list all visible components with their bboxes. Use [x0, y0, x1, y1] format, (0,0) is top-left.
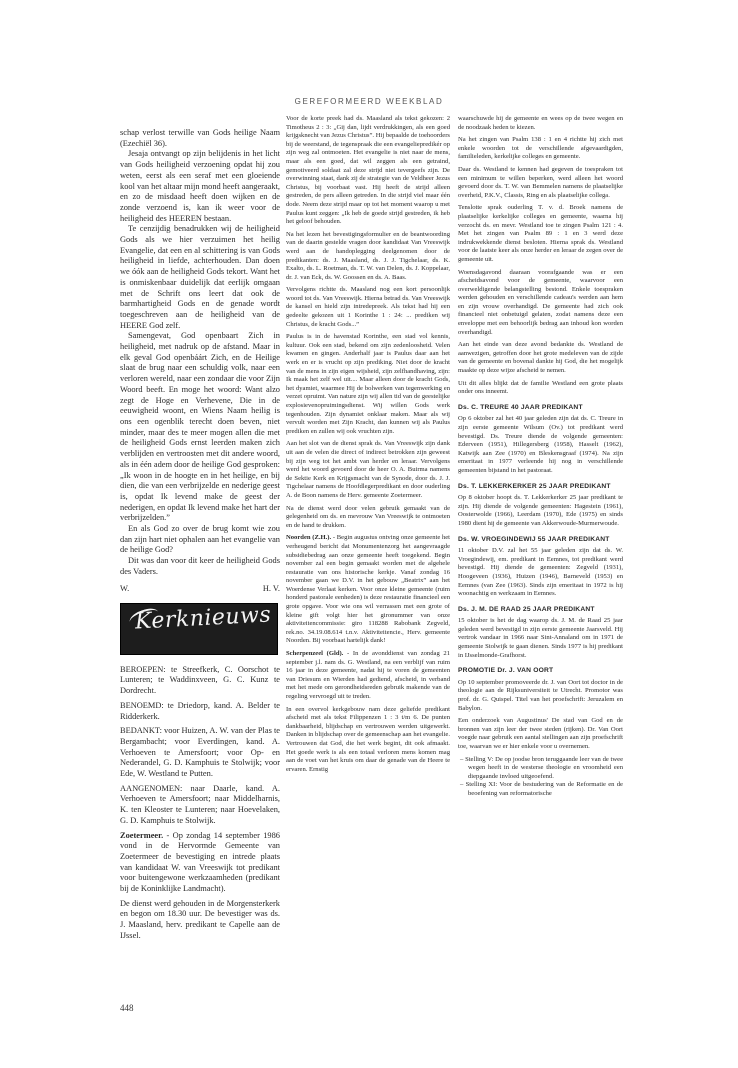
section-heading: Ds. W. VROEGINDEWIJ 55 JAAR PREDIKANT — [458, 535, 610, 543]
paragraph: Na het lezen het bevestigingsformulier en de beantwoording van de daarin gestelde vragen door kandidaat Van Vreeswijk werd aan de handoplegging deelgenomen door de predikanten: ds. J. Maasland, ds. J. J. Tigchelaar, ds. K. Exalto, ds. L. Roetman, ds. T. W. van Delen, ds. J. Koppelaar, dr. J. van Eck, ds. W. Goossen en ds. A. Baas. — [286, 230, 450, 281]
news-lead: Zoetermeer. — [120, 830, 164, 840]
running-header: GEREFORMEERD WEEKBLAD — [294, 97, 444, 106]
stellingen-list — [458, 756, 623, 799]
news-text: - Begin augustus ontving onze gemeente het verheugend bericht dat Monumentenzorg het aangevraagde subsidiebedrag aan onze gemeente heeft toegekend. Begin november zal een begin gemaakt worden met de algehele restauratie van ons historische kerkje. Vanaf zondag 16 november gaan we D.V. in het gebouw „Beatrix” aan het Woerdense Verlaat kerken. Voor onze kleine gemeente (ruim honderd pastorale eenheden) is deze restauratie financieel een grote opgave. Voor wie ons wil verrassen met een grote of kleine gift volgt hier het gironummer van onze aktiviteitencommissie: giro 118288 Rabobank Zegveld, rek.no. 34.19.08.614 t.n.v. Aktiviteitencie., Herv. gemeente Noorden. Bij voorbaat hartelijk dank! — [286, 534, 451, 645]
notice: BEDANKT: voor Huizen, A. W. van der Plas te Bergambacht; voor Everdingen, kand. A. Verhoeven te Amersfoort; voor Op- en Nederandel, G. D. Kamphuis te Stolwijk; voor Ede, W. Westland te Putten. — [120, 726, 280, 779]
news-item-zoetermeer — [120, 831, 280, 895]
news-lead: Scherpenzeel (Gld). — [286, 650, 344, 658]
news-item-noorden — [286, 534, 450, 646]
section-heading: PROMOTIE Dr. J. VAN OORT — [458, 667, 554, 675]
news-item-scherpenzeel — [286, 650, 450, 702]
paragraph: Samengevat, God openbaart Zich in heiligheid, met nadruk op de afstand. Maar in elk geval God openbáárt Zich, en de Heilige slaat de brug naar een schuldig volk, naar een verloren wereld, naar een zondaar die voor Zijn Woord beeft. En moge het woord: Want alzo zegt de Hoge en Verhevene, Die in de eeuwigheid woont, en Wiens Naam heilig is ons een ogenblik terecht doen beven, niet minder, maar des te meer mogen allen die met de heiligheid Gods ernst leerden maken zich verblijden en vertroosten met dit andere woord, als in één adem door de heilige God gesproken: „Ik woon in de hoogte en in het heilige, en bij dien, die van een verbrijzelde en nederige geest is, opdat Ik levend make de geest der nederigen, en opdat Ik levend make het hart der verbrijzelden.” — [120, 331, 280, 523]
news-text: - In de avonddienst van zondag 21 september j.l. nam ds. G. Westland, na een verblijf van ruim 16 jaar in deze gemeente, nadat hij te voren de gemeenten van Driesum en Wierden had gediend, afscheid, in verband met het mede om gerondheidsreden gebruik makende van de regeling vervroegd uit te treden. — [286, 650, 451, 700]
list-item: – Stelling XI: Voor de bestudering van de Reformatie en de beoefening van reformatorische — [460, 781, 623, 797]
paragraph: Jesaja ontvangt op zijn belijdenis in het licht van Gods heiligheid verzoening opdat hij zou weten, eerst als een seraf met een gloeiende kool van het altaar mijn mond heeft aangeraakt, en zo de misdaad heeft doen wijken en de zonde verzoend is, kan ik weer voor de heiligheid des HEEREN bestaan. — [120, 149, 280, 223]
notice: BEROEPEN: te Streefkerk, C. Oorschot te Lunteren; te Waddinxveen, G. C. Kunz te Dordrecht. — [120, 664, 280, 696]
paragraph: In een overvol kerkgebouw nam deze geliefde predikant afscheid met als tekst Filippenzen 1 : 3 t/m 6. De punten dankbaarheid, blijdschap en vertrouwen werden uitgewerkt. Danken in blijdschap over de gemeenschap aan het evangelie. Vertrouwen dat God, die het werk begint, dit ook afmaakt. Het goede werk is als een totaal verloren mens komen mag aan de voet van het kruis om daar de genade van de Heere te ervaren. Ernstig — [286, 705, 450, 773]
section-heading: Ds. C. TREURE 40 JAAR PREDIKANT — [458, 403, 583, 411]
list-item: – Stelling V: De op joodse bron teruggaande leer van de twee wegen heeft in de westerse theologie en vroomheid een diepgaande invloed uitgeoefend. — [460, 755, 624, 780]
paragraph: Tenslotte sprak ouderling T. v. d. Broek namens de plaatselijke kerkelijke colleges en gemeente, waarna hij verzocht ds. en mevr. Westland toe te zingen Psalm 121 : 4. Met het zingen van Psalm 89 : 1 en 3 werd deze indrukwekkende dienst besloten. Hierna sprak ds. Westland voor de laatste keer als onze herder en leraar de zegen over de gemeente uit. — [458, 204, 623, 263]
column-2 — [286, 115, 450, 778]
section-heading: Ds. T. LEKKERKERKER 25 JAAR PREDIKANT — [458, 482, 611, 490]
page-number: 448 — [120, 1003, 134, 1013]
section-text: 15 oktober is het de dag waarop ds. J. M. de Raad 25 jaar geleden werd bevestigd in zijn eerste gemeente Jaarsveld. Hij vertrok vandaar in 1966 naar Sint-Annaland om in 1971 de gemeente Stolwijk te gaan dienen. Sinds 1977 is hij predikant in IJsselmonde-Grafhorst. — [458, 617, 623, 659]
paragraph: Daar ds. Westland te kennen had gegeven de toespraken tot een minimum te willen beperken, werd alleen het woord gevoerd door ds. T. W. van Bemmelen namens de plaatselijke overheid, P.K.V., Classis, Ring en als plaatselijke collega. — [458, 165, 623, 199]
paragraph: Vervolgens richtte ds. Maasland nog een kort persoonlijk woord tot ds. Van Vreeswijk. Hierna betrad ds. Van Vreeswijk de kansel en hield zijn intredepreek. Als tekst had hij een gedeelte gekozen uit 1 Korinthe 1 : 24: ... prediken wij Christus, de kracht Gods...” — [286, 286, 450, 328]
column-3 — [458, 115, 623, 799]
paragraph: Te cenzijdig benadrukken wij de heiligheid Gods als we hier verzuimen het heilig Evangelie, dat een en al schittering is van Gods heiligheid in liefde, achterhouden. Dan doen we óók aan de heiligheid Gods tekort. Want het is onmiskenbaar duidelijk dat eerlijk omgaan met de Schrift ons leert dat ook de barmhartigheid Gods en de genade wordt toegeschreven aan de heiligheid van de HEERE God zelf. — [120, 224, 280, 330]
news-text: - Op zondag 14 september 1986 vond in de Hervormde Gemeente van Zoetermeer de bevestiging en intrede plaats van kandidaat W. van Vreeswijk tot predikant voor buitengewone werkzaamheden (predikant bij de Koninklijke Landmacht). — [120, 830, 280, 894]
list-item-text: Stelling XI: Voor de bestudering van de Reformatie en de beoefening van reformatorische — [465, 781, 623, 797]
paragraph: Uit dit alles blijkt dat de familie Westland een grote plaats onder ons inneemt. — [458, 379, 623, 396]
paragraph: Een onderzoek van Augustinus' De stad van God en de bronnen van zijn leer der twee steden (rijken). Dr. Van Oort voegde naar gebruik een aantal stellingen aan zijn proefschrift toe, waarvan we er hier enkele voor u overnemen. — [458, 717, 623, 750]
paragraph: De dienst werd gehouden in de Morgensterkerk en begon om 18.30 uur. De bevestiger was ds. J. Maasland, herv. predikant te Capelle aan de IJssel. — [120, 898, 280, 940]
kerknieuws-banner — [120, 603, 278, 655]
list-item-text: Stelling V: De op joodse bron teruggaande leer van de twee wegen heeft in de westerse theologie en vroomheid een diepgaande invloed uitgeoefend. — [465, 755, 624, 780]
paragraph: Paulus is in de havenstad Korinthe, een stad vol kennis, kultuur. Ook een stad, bekend om zijn zedenloosheid. Velen kwamen en gingen. Anderhalf jaar is Paulus daar aan het werk en er is vrucht op zijn prediking. Niet door de kracht van de mens in zijn eigen wijsheid, zijn zelfhandhaving, zijn: Ik maak het zelf wel uit.... Maar alleen door de kracht Gods, het dyamiet, waarmee Hij de bolwerken van tegenwerking en verzet opruimt. Van nature zijn wij allen tid van de geestelijke explosievenopruimingsdienst. Wij willen Gods werk tegenhouden. Zijn dynamiet onklaar maken. Maar als wij vervult worden met Zijn Kracht, dan kunnen wij als Paulus prediken en zullen wij ook vruchten zijn. — [286, 333, 450, 435]
paragraph: Voor de korte preek had ds. Maasland als tekst gekozen: 2 Timotheus 2 : 3: „Gij dan, lijdt verdrukkingen, als een goed krijgsknecht van Jezus Christus”. Hij bepaalde de toehoorders bij de weerstand, de tegenspraak die een evangeliepredikér op zijn weg zal ontmoeten. Het evangelie is niet naar de mens, maar als een goed, dat wil zeggen als een getraind, gemotiveerd soldaat zal deze strijd niet tevergeefs zijn. De overwinning staat, dank zij de strategie van de Veldheer Jezus Christus, bij voorbaat vast. Hij heeft de strijd alleen gestreden, de pers alleen getreden. In die strijd viel maar één dode. Neem deze strijd maar op tot het moment waarop u met Paulus kunt zeggen: „Ik heb de goede strijd gestreden, ik heb het geloof behouden. — [286, 115, 450, 226]
signature-left: W. — [120, 583, 130, 593]
section-text: Op 8 oktober hoopt ds. T. Lekkerkerker 25 jaar predikant te zijn. Hij diende de volgende gemeenten: Hagestein (1961), Oosterwolde (1966), Leerdam (1970), Ede (1975) en sinds 1980 dient hij de gemeente van Akkerwoude-Murmerwoude. — [458, 494, 623, 527]
section-text: Op 6 oktober zal het 40 jaar geleden zijn dat ds. C. Treure in zijn eerste gemeente Wilsum (Ov.) tot predikant werd bevestigd. Ds. Treure diende de volgende gemeenten: Ederveen (1951), Hillegersberg (1958), Hasselt (1962), Katwijk aan Zee (1970) en Bleskensgraaf (1974). Na zijn emeritaat in 1977 verleende hij nog in verschillende gemeenten bijstand in het pastoraat. — [458, 415, 623, 474]
column-1 — [120, 128, 280, 946]
paragraph: Dit was dan voor dit keer de heiligheid Gods des Vaders. — [120, 556, 280, 576]
paragraph: Na het zingen van Psalm 138 : 1 en 4 richtte hij zich met enkele woorden tot de verschillende afgevaardigden, familieleden, kerkelijke colleges en gemeente. — [458, 136, 623, 161]
paragraph: Woensdagavond daaraan voorafgaande was er een afscheidsavond voor de gemeente, waarvoor een overweldigende belangstelling bestond. Enkele toespraken werden gehouden en verschillende cadeau's werden aan hem en zijn vrouw overhandigd. De gemeente had zich ook financieel niet onbetuigd gelaten, zodat namens deze een enveloppe met een behoorlijk bedrag aan inhoud kon worden overhandigd. — [458, 268, 623, 336]
paragraph: Na de dienst werd door velen gebruik gemaakt van de gelegenheid om ds. en mevrouw Van Vreeswijk te ontmoeten en de hand te drukken. — [286, 504, 450, 529]
paragraph: waarschuwde hij de gemeente en wees op de twee wegen en de noodzaak heden te kiezen. — [458, 115, 623, 131]
paragraph: Aan het slot van de dienst sprak ds. Van Vreeswijk zijn dank uit aan de velen die direct of indirect betrokken zijn geweest bij zijn weg tot het ambt van herder en leraar. Vervolgens werd het woord gevoerd door de heer O. A. Buirma namens de Sektie Kerk en Krijgsmacht van de Synode, door ds. J. J. Tigchelaar namens de Hoofdlegerpredikant en door ouderling A. de Boon namens de Herv. gemeente Zoetermeer. — [286, 440, 450, 499]
paragraph: schap verlost terwille van Gods heilige Naam (Ezechiël 36). — [120, 128, 280, 148]
church-notices — [120, 665, 280, 942]
notice: BENOEMD: te Driedorp, kand. A. Belder te Ridderkerk. — [120, 700, 280, 721]
paragraph: En als God zo over de brug komt wie zou dan zijn hart niet ophalen aan het evangelie van de heilige God? — [120, 524, 280, 555]
notice: AANGENOMEN: naar Daarle, kand. A. Verhoeven te Amersfoort; naar Middelharnis, K. ten Kleoster te Lunteren; naar Hoevelaken, G. D. Kamphuis te Stolwijk. — [120, 783, 280, 825]
signature — [120, 584, 280, 593]
signature-right: H. V. — [262, 583, 280, 593]
section-text: Op 10 september promoveerde dr. J. van Oort tot doctor in de theologie aan de Rijksuniversiteit te Utrecht. Promotor was prof. dr. G. Quispel. Titel van het proefschrift: Jeruzalem en Babylon. — [458, 678, 623, 712]
section-heading: Ds. J. M. DE RAAD 25 JAAR PREDIKANT — [458, 605, 595, 613]
banner-title: Kerknieuws — [134, 602, 272, 635]
news-lead: Noorden (Z.H.). — [286, 534, 332, 542]
paragraph: Aan het einde van deze avond bedankte ds. Westland de aanwezigen, getroffen door het grote medeleven van de zijde van de gemeente en bovenal dankte hij God, die het mogelijk maakte op deze wijze afscheid te nemen. — [458, 341, 623, 375]
section-text: 11 oktober D.V. zal het 55 jaar geleden zijn dat ds. W. Vroegindewij, em. predikant in Eemnes, tot predikant werd bevestigd. Hij diende de gemeenten: Zegveld (1931), Hoogeveen (1936), Huizen (1946), Barneveld (1953) en Eemnes (van Zee (1963). Sinds zijn emeritaat in 1972 is hij woonachtig en werkzaam in Eemnes. — [458, 547, 623, 598]
